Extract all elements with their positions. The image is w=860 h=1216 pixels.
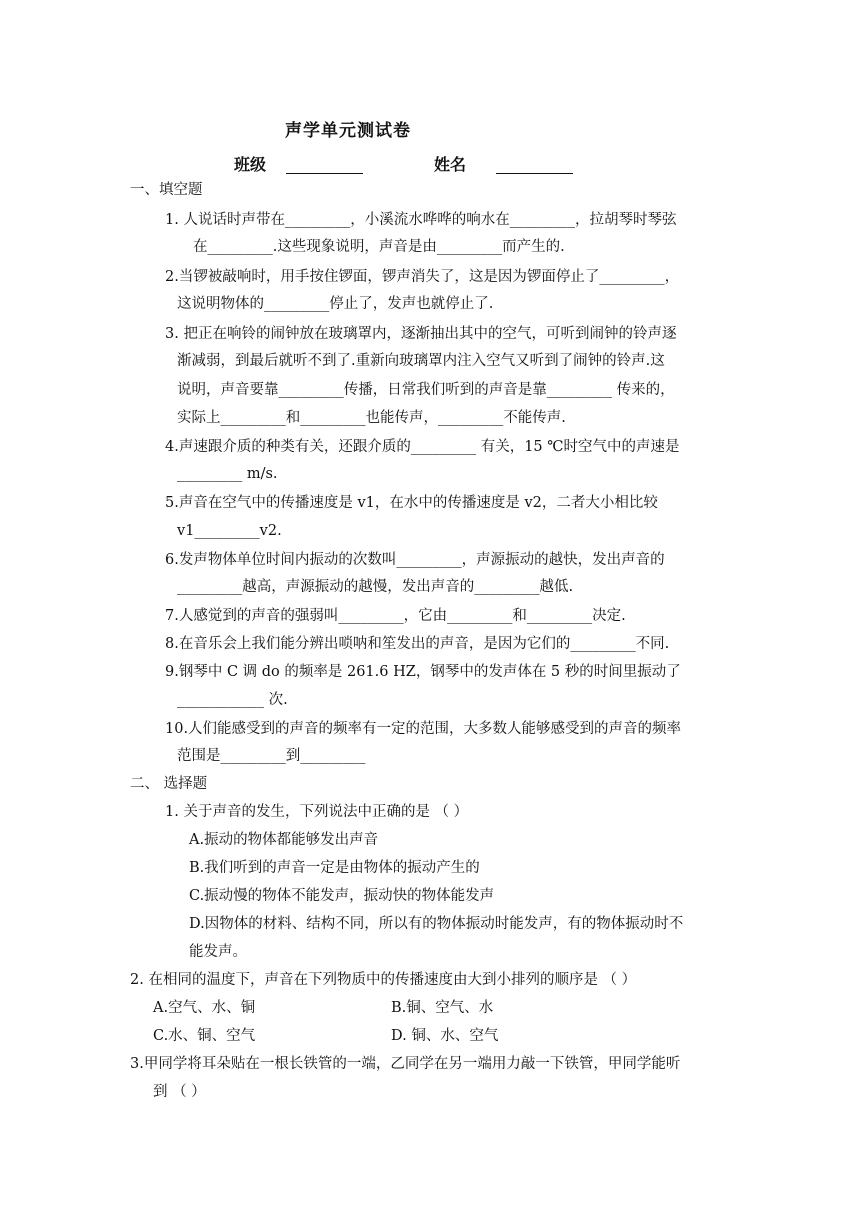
page-title: 声学单元测试卷 [285,121,411,141]
name-blank[interactable] [496,173,573,174]
option-line: B.铜、空气、水 [391,1000,494,1016]
question-line: v1_________v2. [177,523,282,539]
question-line: 3. 把正在响铃的闹钟放在玻璃罩内，逐渐抽出其中的空气，可听到闹钟的铃声逐 [165,326,677,342]
class-label: 班级 [234,155,267,174]
question-line: 1. 关于声音的发生，下列说法中正确的是 （ ） [165,804,469,820]
option-line: D. 铜、水、空气 [391,1028,499,1044]
question-line: 1. 人说话时声带在_________，小溪流水哗哗的响水在_________，拉胡琴时琴弦 [165,212,677,228]
section-heading-choice: 二、 选择题 [130,776,208,792]
name-label: 姓名 [434,155,467,174]
question-line: 这说明物体的_________停止了，发声也就停止了. [177,296,494,312]
question-line: 在_________.这些现象说明，声音是由_________而产生的. [193,239,565,255]
question-line: _________ m/s. [177,466,278,482]
question-line: 3.甲同学将耳朵贴在一根长铁管的一端，乙同学在另一端用力敲一下铁管，甲同学能听 [130,1056,681,1072]
question-line: 10.人们能感受到的声音的频率有一定的范围，大多数人能够感受到的声音的频率 [165,721,682,737]
question-line: 5.声音在空气中的传播速度是 v1，在水中的传播速度是 v2，二者大小相比较 [165,495,658,511]
question-line: 4.声速跟介质的种类有关，还跟介质的_________ 有关，15 ℃时空气中的声速是 [165,439,680,455]
question-line: 说明，声音要靠_________传播，日常我们听到的声音是靠_________ 传来的， [177,382,675,398]
question-line: 范围是_________到_________ [177,748,366,764]
question-line: _________越高，声源振动的越慢，发出声音的_________越低. [177,579,574,595]
question-line: 9.钢琴中 C 调 do 的频率是 261.6 HZ，钢琴中的发声体在 5 秒的时间里振动了 [165,664,681,680]
question-line: 7.人感觉到的声音的强弱叫_________，它由_________和_________决定. [165,608,626,624]
class-blank[interactable] [286,173,363,174]
option-line: 能发声。 [189,944,247,960]
question-line: 到 （ ） [153,1084,206,1100]
option-line: C.水、铜、空气 [153,1028,256,1044]
option-line: D.因物体的材料、结构不同，所以有的物体振动时能发声，有的物体振动时不 [189,916,684,932]
option-line: C.振动慢的物体不能发声，振动快的物体能发声 [189,888,495,904]
option-line: A.振动的物体都能够发出声音 [189,832,379,848]
question-line: 实际上_________和_________也能传声，_________不能传声. [177,410,566,426]
section-heading-fill-in: 一、填空题 [130,182,203,198]
option-line: A.空气、水、铜 [153,1000,256,1016]
question-line: 6.发声物体单位时间内振动的次数叫_________，声源振动的越快，发出声音的 [165,552,665,568]
question-line: 渐减弱，到最后就听不到了.重新向玻璃罩内注入空气又听到了闹钟的铃声.这 [177,353,665,369]
question-line: 2.当锣被敲响时，用手按住锣面，锣声消失了，这是因为锣面停止了_________， [165,269,680,285]
option-line: B.我们听到的声音一定是由物体的振动产生的 [189,860,480,876]
question-line: 2. 在相同的温度下，声音在下列物质中的传播速度由大到小排列的顺序是 （ ） [130,972,637,988]
question-line: ____________ 次. [177,692,288,708]
question-line: 8.在音乐会上我们能分辨出唢呐和笙发出的声音，是因为它们的_________不同. [165,636,670,652]
